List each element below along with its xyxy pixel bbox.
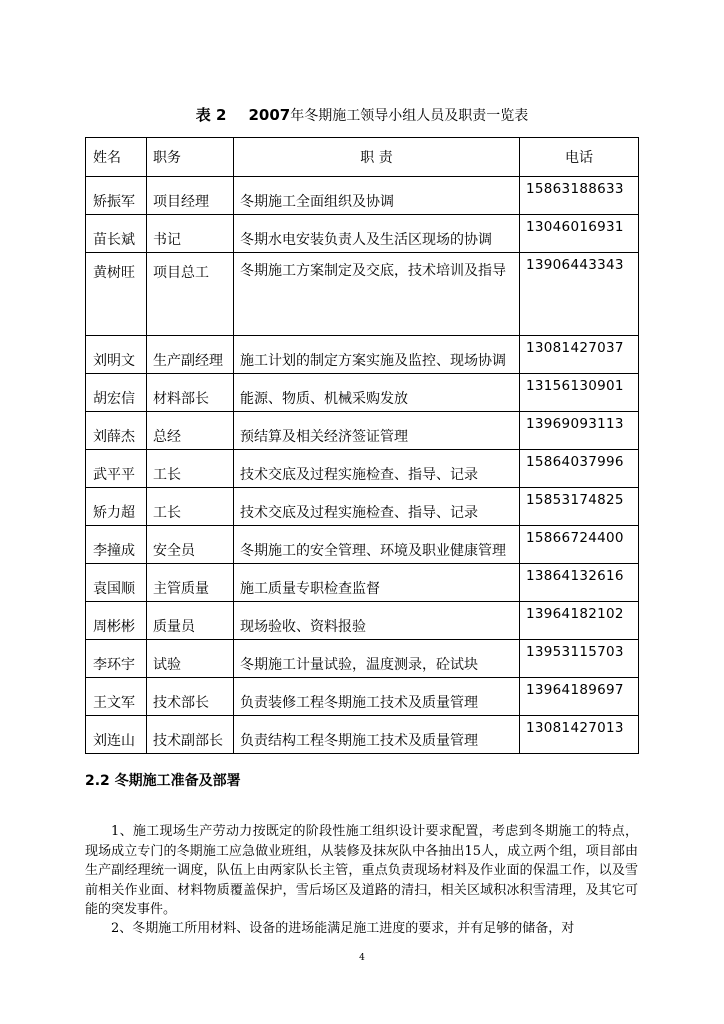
cell-name: 矫力超 <box>93 504 135 521</box>
cell-phone: 13964182102 <box>526 606 624 622</box>
table-row <box>86 253 639 336</box>
cell-name: 周彬彬 <box>93 618 135 635</box>
cell-position: 技术部长 <box>153 694 209 711</box>
table-caption <box>0 104 724 125</box>
table-row <box>86 336 639 374</box>
caption-year: 2007 <box>248 106 291 124</box>
cell-duty: 预结算及相关经济签证管理 <box>240 428 408 445</box>
cell-phone: 15864037996 <box>526 454 624 470</box>
cell-name: 黄树旺 <box>93 265 135 281</box>
cell-duty: 冬期施工计量试验，温度测录，砼试块 <box>240 656 478 673</box>
cell-name: 胡宏信 <box>93 390 135 407</box>
cell-position: 主管质量 <box>153 580 209 597</box>
table-row <box>86 640 639 678</box>
cell-duty: 负责装修工程冬期施工技术及质量管理 <box>240 694 478 711</box>
section-heading: 2.2 冬期施工准备及部署 <box>85 773 241 789</box>
cell-phone: 15866724400 <box>526 530 624 546</box>
caption-text: 年冬期施工领导小组人员及职责一览表 <box>290 108 529 124</box>
cell-duty: 施工质量专职检查监督 <box>240 580 380 597</box>
paragraph-2: 2、冬期施工所用材料、设备的进场能满足施工进度的要求，并有足够的储备，对 <box>111 921 575 936</box>
table-row <box>86 526 639 564</box>
cell-name: 苗长斌 <box>93 231 135 248</box>
table-row <box>86 488 639 526</box>
cell-position: 技术副部长 <box>153 732 223 749</box>
cell-phone: 13953115703 <box>526 644 624 660</box>
cell-phone: 13864132616 <box>526 568 624 584</box>
cell-duty: 冬期施工全面组织及协调 <box>240 193 394 210</box>
cell-name: 刘薛杰 <box>93 428 135 445</box>
cell-position: 项目总工 <box>153 265 209 281</box>
cell-position: 总经 <box>153 428 181 445</box>
cell-phone: 15863188633 <box>526 181 624 197</box>
table-row <box>86 716 639 754</box>
cell-name: 王文军 <box>93 694 135 711</box>
cell-duty: 现场验收、资料报验 <box>240 618 366 635</box>
cell-phone: 13906443343 <box>526 257 624 273</box>
table-header-row <box>86 138 639 177</box>
cell-phone: 13046016931 <box>526 219 624 235</box>
cell-position: 书记 <box>153 231 181 248</box>
header-phone: 电话 <box>520 138 639 177</box>
cell-position: 试验 <box>153 656 181 673</box>
cell-position: 安全员 <box>153 542 195 559</box>
cell-position: 生产副经理 <box>153 352 223 369</box>
cell-duty: 冬期施工的安全管理、环境及职业健康管理 <box>240 542 506 559</box>
table-row <box>86 215 639 253</box>
cell-name: 袁国顺 <box>93 580 135 597</box>
cell-position: 工长 <box>153 466 181 483</box>
cell-position: 材料部长 <box>153 390 209 407</box>
cell-phone: 15853174825 <box>526 492 624 508</box>
duty-table <box>85 137 639 754</box>
cell-duty: 技术交底及过程实施检查、指导、记录 <box>240 504 478 521</box>
cell-name: 李撞成 <box>93 542 135 559</box>
cell-name: 刘明文 <box>93 352 135 369</box>
cell-phone: 13969093113 <box>526 416 624 432</box>
cell-duty: 负责结构工程冬期施工技术及质量管理 <box>240 732 478 749</box>
cell-phone: 13156130901 <box>526 378 624 394</box>
cell-duty: 技术交底及过程实施检查、指导、记录 <box>240 466 478 483</box>
paragraph-1: 1、施工现场生产劳动力按既定的阶段性施工组织设计要求配置，考虑到冬期施工的特点，现场成立专门的冬期施工应急做业班组，从装修及抹灰队中各抽出15人，成立两个组，项目部由生产副经理统一调度，队伍上由两家队长主管，重点负责现场材料及作业面的保温工作，以及雪前相关作业面、材料物质覆盖保护，雪后场区及道路的清扫，相关区域积冰积雪清理，及其它可能的突发事件。 <box>85 824 638 917</box>
cell-name: 刘连山 <box>93 732 135 749</box>
table-row <box>86 374 639 412</box>
table-row <box>86 602 639 640</box>
header-position: 职务 <box>147 138 234 177</box>
cell-phone: 13081427037 <box>526 340 624 356</box>
cell-name: 李环宇 <box>93 656 135 673</box>
cell-position: 工长 <box>153 504 181 521</box>
table-row <box>86 564 639 602</box>
table-row <box>86 177 639 215</box>
cell-phone: 13964189697 <box>526 682 624 698</box>
cell-position: 质量员 <box>153 618 195 635</box>
cell-position: 项目经理 <box>153 193 209 210</box>
cell-duty: 施工计划的制定方案实施及监控、现场协调 <box>240 352 506 369</box>
header-duty: 职 责 <box>234 138 520 177</box>
cell-duty: 冬期施工方案制定及交底，技术培训及指导 <box>240 263 506 279</box>
cell-name: 武平平 <box>93 466 135 483</box>
caption-label: 表 2 <box>195 106 227 124</box>
header-name: 姓名 <box>86 138 147 177</box>
table-row <box>86 412 639 450</box>
cell-phone: 13081427013 <box>526 720 624 736</box>
cell-duty: 能源、物质、机械采购发放 <box>240 390 408 407</box>
page-number: 4 <box>359 953 365 963</box>
table-row <box>86 678 639 716</box>
table-row <box>86 450 639 488</box>
cell-name: 矫振军 <box>93 193 135 210</box>
cell-duty: 冬期水电安装负责人及生活区现场的协调 <box>240 231 492 248</box>
